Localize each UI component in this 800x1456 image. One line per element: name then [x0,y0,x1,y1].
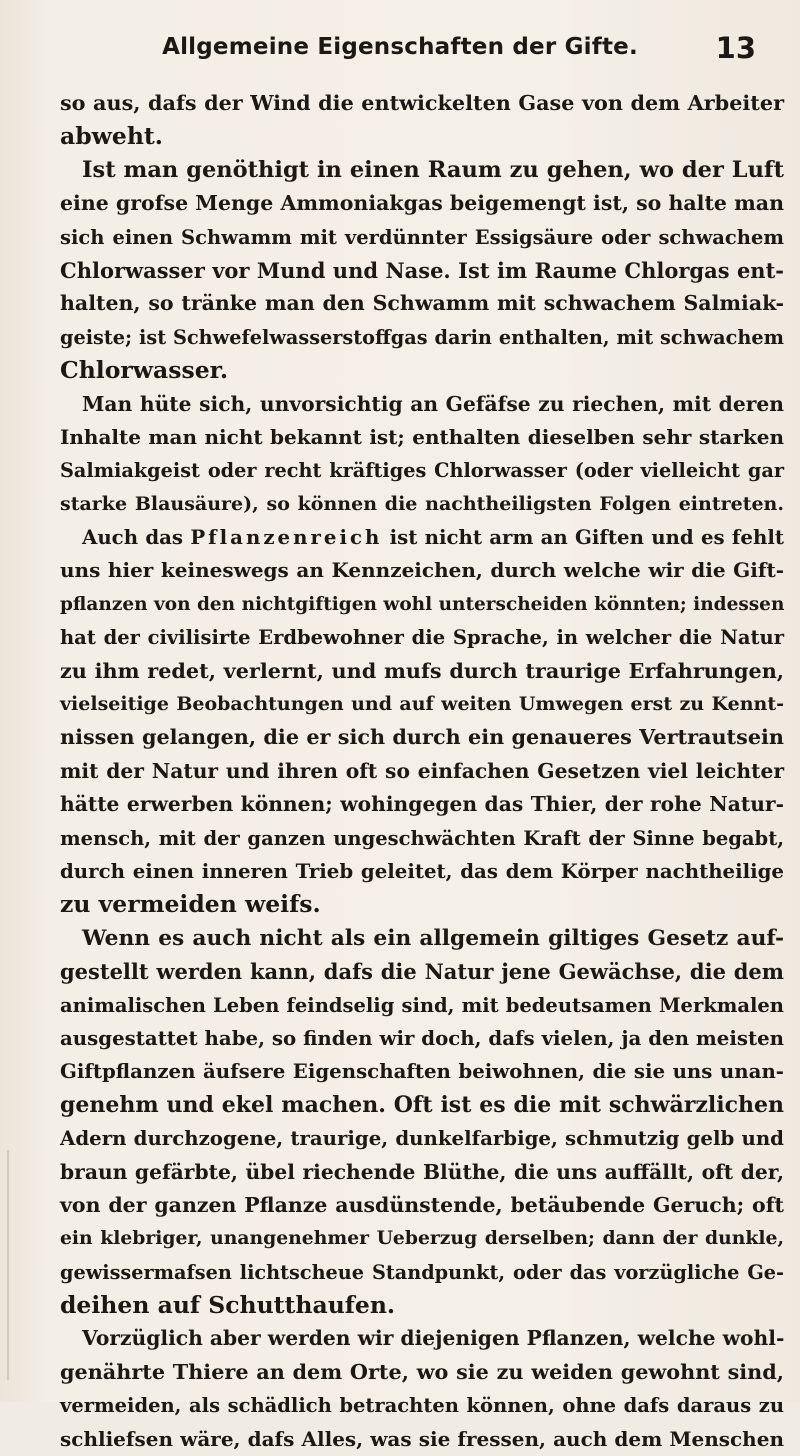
text-line: genährte Thiere an dem Orte, wo sie zu weiden gewohnt sind, [60,1359,784,1384]
text-line: sich einen Schwamm mit verdünnter Essigsäure oder schwachem [60,225,784,249]
text-line: Giftpflanzen äufsere Eigenschaften beiwohnen, die sie uns unan- [60,1059,784,1084]
text-line: schliefsen wäre, dafs Alles, was sie fressen, auch dem Menschen [60,1426,784,1451]
text-line: animalischen Leben feindselig sind, mit bedeutsamen Merkmalen [60,993,784,1017]
text-line: zu ihm redet, verlernt, und mufs durch traurige Erfahrungen, [60,658,784,683]
page-header [0,31,800,74]
running-title: Allgemeine Eigenschaften der Gifte. [162,34,638,60]
text-line: Salmiakgeist oder recht kräftiges Chlorwasser (oder vielleicht gar [60,459,784,483]
text-line: Adern durchzogene, traurige, dunkelfarbige, schmutzig gelb und [60,1126,784,1151]
text-segment: Auch das [82,525,184,550]
text-line: vermeiden, als schädlich betrachten können, ohne dafs daraus zu [60,1394,784,1418]
paragraph-start-line: Vorzüglich aber werden wir diejenigen Pflanzen, welche wohl- [82,1326,785,1351]
text-line: pflanzen von den nichtgiftigen wohl unterscheiden könnten; indessen [60,593,785,615]
text-line: zu vermeiden weifs. [60,890,321,919]
text-line: Chlorwasser. [60,356,229,385]
page-number: 13 [715,31,756,65]
text-line: durch einen inneren Trieb geleitet, das dem Körper nachtheilige [60,858,784,883]
text-line: deihen auf Schutthaufen. [60,1291,396,1320]
text-line: so aus, dafs der Wind die entwickelten Gase von dem Arbeiter [60,91,784,115]
paragraph-start-line: Wenn es auch nicht als ein allgemein giltiges Gesetz auf- [82,925,784,951]
text-line: abweht. [60,122,163,151]
text-line: starke Blausäure), so können die nachtheiligsten Folgen eintreten. [60,492,784,515]
text-line: gestellt werden kann, dafs die Natur jene Gewächse, die dem [60,959,784,985]
paragraph-start-line: Ist man genöthigt in einen Raum zu gehen, wo der Luft [82,156,784,183]
text-segment: ist nicht arm an Giften und es fehlt [389,525,784,550]
text-line: eine grofse Menge Ammoniakgas beigemengt ist, so halte man [60,191,784,216]
text-line: genehm und ekel machen. Oft ist es die mit schwärzlichen [60,1091,784,1118]
text-line: nissen gelangen, die er sich durch ein genaueres Vertrautsein [60,725,784,750]
text-line: Chlorwasser vor Mund und Nase. Ist im Raume Chlorgas ent- [60,257,784,283]
text-line: geiste; ist Schwefelwasserstoffgas darin enthalten, mit schwachem [60,325,784,349]
text-line: von der ganzen Pflanze ausdünstende, betäubende Geruch; oft [60,1192,784,1217]
margin-shadow [7,1150,9,1380]
text-line: hätte erwerben können; wohingegen das Thier, der rohe Natur- [60,792,784,817]
paragraph-start-line [60,521,784,554]
text-line: ein klebriger, unangenehmer Ueberzug derselben; dann der dunkle, [60,1227,784,1250]
text-line: Inhalte man nicht bekannt ist; enthalten dieselben sehr starken [60,424,784,449]
text-line: gewissermafsen lichtscheue Standpunkt, oder das vorzügliche Ge- [60,1260,784,1284]
text-line: ausgestattet habe, so finden wir doch, dafs vielen, ja den meisten [60,1025,784,1050]
text-line: mit der Natur und ihren oft so einfachen Gesetzen viel leichter [60,758,784,783]
text-line: mensch, mit der ganzen ungeschwächten Kraft der Sinne begabt, [60,826,784,850]
paragraph-start-line: Man hüte sich, unvorsichtig an Gefäfse zu riechen, mit deren [82,391,784,416]
text-line: braun gefärbte, übel riechende Blüthe, die uns auffällt, oft der, [60,1159,784,1184]
text-line: uns hier keineswegs an Kennzeichen, durch welche wir die Gift- [60,558,784,583]
body-text [60,87,784,1456]
emphasized-word: Pflanzenreich [190,525,383,550]
text-line: vielseitige Beobachtungen und auf weiten Umwegen erst zu Kennt- [60,693,784,716]
text-line: hat der civilisirte Erdbewohner die Sprache, in welcher die Natur [60,626,784,650]
text-line: halten, so tränke man den Schwamm mit schwachem Salmiak- [60,291,784,316]
